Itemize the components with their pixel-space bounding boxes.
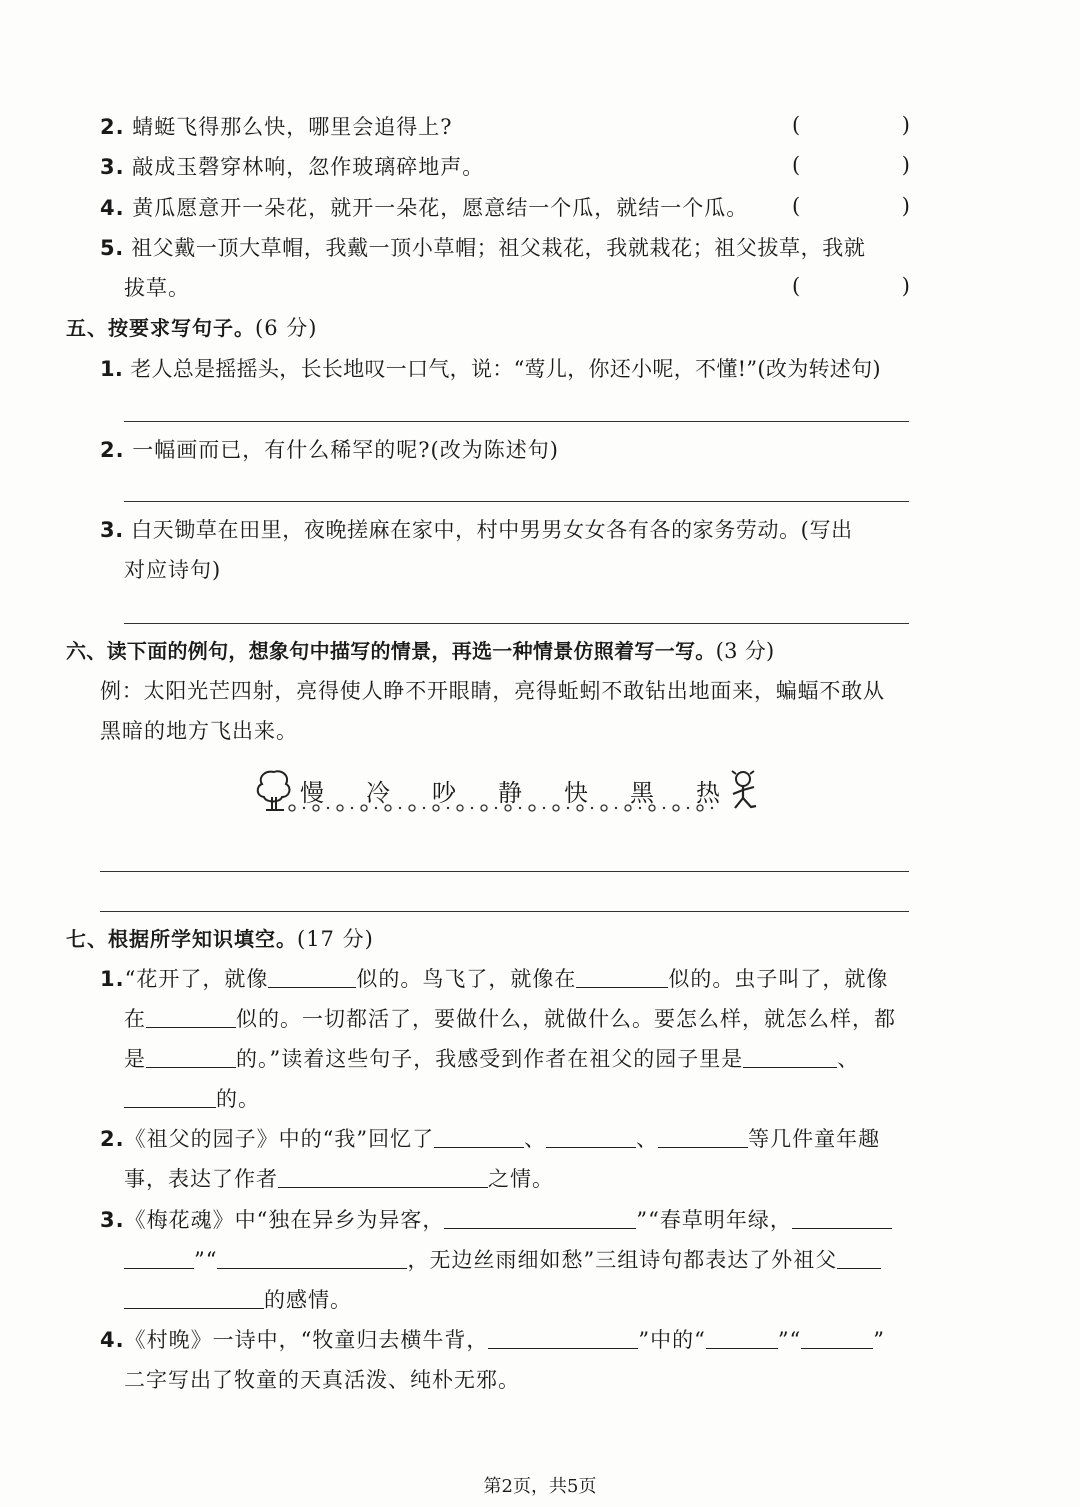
fill-blank[interactable]: [146, 1007, 236, 1028]
s7-q4-line1: 4.《村晚》一诗中，“牧童归去横牛背， ”中的“ ”“ ”: [100, 1328, 886, 1352]
section7-heading: 七、根据所学知识填空。(17 分): [66, 927, 374, 951]
s7-q1-line2: 在 似的。一切都活了，要做什么，就做什么。要怎么样，就怎么样，都: [124, 1007, 896, 1031]
answer-line[interactable]: [124, 623, 909, 624]
s7-q3-line1: 3.《梅花魂》中“独在异乡为异客， ”“春草明年绿，: [100, 1206, 892, 1234]
page-number: 第2页，共5页: [483, 1476, 597, 1497]
section5-heading: 五、按要求写句子。(6 分): [66, 316, 318, 340]
fill-blank[interactable]: [268, 967, 356, 988]
s4-q3: 3. 敲成玉磬穿林响，忽作玻璃碎地声。: [100, 155, 485, 179]
s4-q2: 2. 蜻蜓飞得那么快，哪里会追得上?: [100, 115, 453, 139]
scene-word: 黑: [630, 779, 654, 807]
writing-line[interactable]: [100, 911, 909, 912]
scene-word: 热: [696, 779, 720, 807]
fill-blank[interactable]: [743, 1047, 837, 1068]
fill-blank[interactable]: [217, 1248, 407, 1269]
fill-blank[interactable]: [278, 1167, 488, 1188]
fill-blank[interactable]: [801, 1328, 873, 1349]
s7-q2-line1: 2.《祖父的园子》中的“我”回忆了 、 、 等几件童年趣: [100, 1127, 881, 1151]
s5-q1: 1. 老人总是摇摇头，长长地叹一口气，说：“莺儿，你还小呢，不懂!”(改为转述句): [100, 357, 881, 381]
fill-blank[interactable]: [792, 1208, 892, 1229]
answer-line[interactable]: [124, 501, 909, 502]
fill-blank[interactable]: [658, 1127, 748, 1148]
fill-blank[interactable]: [444, 1208, 636, 1229]
s5-q2: 2. 一幅画而已，有什么稀罕的呢?(改为陈述句): [100, 438, 559, 462]
s7-q4-line2: 二字写出了牧童的天真活泼、纯朴无邪。: [124, 1368, 520, 1392]
fill-blank[interactable]: [837, 1248, 881, 1269]
writing-line[interactable]: [100, 871, 909, 872]
fill-blank[interactable]: [146, 1047, 236, 1068]
s4-q4: 4. 黄瓜愿意开一朵花，就开一朵花，愿意结一个瓜，就结一个瓜。: [100, 196, 749, 220]
scene-word: 静: [498, 779, 522, 807]
section6-heading: 六、读下面的例句，想象句中描写的情景，再选一种情景仿照着写一写。(3 分): [66, 639, 775, 663]
answer-line[interactable]: [124, 421, 909, 422]
example-line-2: 黑暗的地方飞出来。: [100, 719, 298, 743]
fill-blank[interactable]: [124, 1248, 194, 1269]
fill-blank[interactable]: [546, 1127, 636, 1148]
dotted-ground: [280, 801, 720, 815]
scene-word: 吵: [432, 779, 456, 807]
answer-paren[interactable]: ( ): [792, 153, 910, 177]
s5-q3: 3. 白天锄草在田里，夜晚搓麻在家中，村中男男女女各有各的家务劳动。(写出: [100, 518, 853, 542]
fill-blank[interactable]: [124, 1087, 216, 1108]
answer-paren[interactable]: ( ): [792, 194, 910, 218]
fill-blank[interactable]: [576, 967, 668, 988]
s7-q3-line3: 的感情。: [124, 1286, 352, 1314]
answer-paren[interactable]: ( ): [792, 113, 910, 137]
example-line-1: 例：太阳光芒四射，亮得使人睁不开眼睛，亮得蚯蚓不敢钻出地面来，蝙蝠不敢从: [100, 679, 885, 703]
s5-q3-cont: 对应诗句): [124, 558, 222, 582]
s7-q1-line4: 的。: [124, 1085, 260, 1113]
answer-paren[interactable]: ( ): [792, 274, 910, 298]
fill-blank[interactable]: [124, 1288, 264, 1309]
scene-word: 快: [564, 779, 588, 807]
s4-q5-cont: 拔草。: [124, 276, 190, 300]
s7-q1-line1: 1.“花开了，就像 似的。鸟飞了，就像在 似的。虫子叫了，就像: [100, 967, 889, 991]
fill-blank[interactable]: [488, 1328, 638, 1349]
fill-blank[interactable]: [434, 1127, 524, 1148]
s7-q1-line3: 是 的。”读着这些句子，我感受到作者在祖父的园子里是 、: [124, 1047, 860, 1071]
s4-q5: 5. 祖父戴一顶大草帽，我戴一顶小草帽；祖父栽花，我就栽花；祖父拔草，我就: [100, 236, 866, 260]
s7-q3-line2: ”“ ，无边丝雨细如愁”三组诗句都表达了外祖父: [124, 1246, 881, 1274]
fill-blank[interactable]: [706, 1328, 778, 1349]
running-child-icon: [726, 770, 762, 814]
scene-word: 冷: [366, 779, 390, 807]
s7-q2-line2: 事，表达了作者 之情。: [124, 1167, 554, 1191]
scene-word: 慢: [300, 779, 324, 807]
